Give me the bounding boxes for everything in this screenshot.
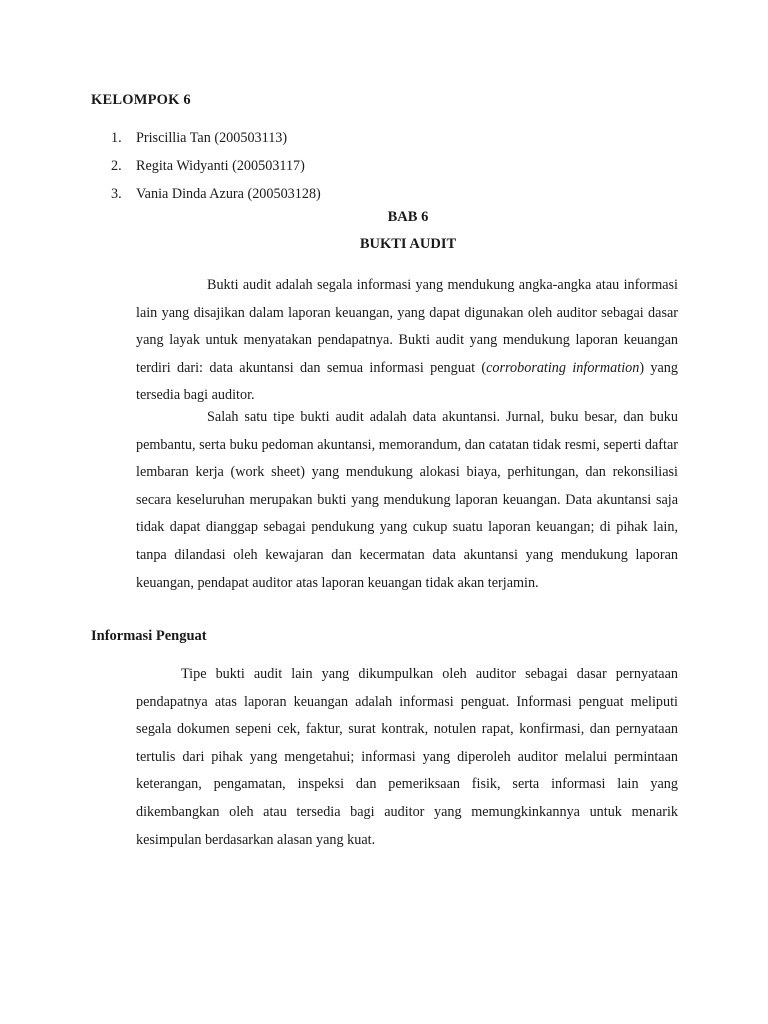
member-list [111,128,321,212]
list-number: 3. [111,186,122,202]
chapter-number: BAB 6 [387,209,429,225]
paragraph-text: Bukti audit adalah segala informasi yang mendukung angka-angka atau informasi lain yang disajikan dalam laporan keuangan, yang dapat digunakan oleh auditor sebagai dasar yang layak untuk menyatakan pendapatnya. Bukti audit yang mendukung laporan keuangan terdiri dari: data akuntansi dan semua informasi penguat ( [136,277,678,376]
member-name: Vania Dinda Azura (200503128) [136,186,321,202]
group-title: KELOMPOK 6 [91,92,191,108]
italic-term: corroborating information [486,359,640,376]
paragraph-informasi-penguat: Tipe bukti audit lain yang dikumpulkan oleh auditor sebagai dasar pernyataan pendapatnya atas laporan keuangan adalah informasi penguat. Informasi penguat meliputi segala dokumen sepeni cek, faktur, surat kontrak, notulen rapat, konfirmasi, dan pernyataan tertulis dari pihak yang mengetahui; informasi yang diperoleh auditor melalui permintaan keterangan, pengamatan, inspeksi dan pemeriksaan fisik, serta informasi lain yang dikembangkan oleh atau tersedia bagi auditor yang memungkinkannya untuk menarik kesimpulan berdasarkan alasan yang kuat. [136,666,678,848]
list-item [111,128,321,156]
list-item [111,156,321,184]
list-item [111,184,321,212]
paragraph-text: ) yang tersedia bagi auditor. [136,359,678,404]
member-name: Regita Widyanti (200503117) [136,158,305,174]
paragraph-data-akuntansi: Salah satu tipe bukti audit adalah data akuntansi. Jurnal, buku besar, dan buku pembantu, serta buku pedoman akuntansi, memorandum, dan catatan tidak resmi, seperti daftar lembaran kerja (work sheet) yang mendukung alokasi biaya, perhitungan, dan rekonsiliasi secara keseluruhan merupakan bukti yang mendukung laporan keuangan. Data akuntansi saja tidak dapat dianggap sebagai pendukung yang cukup suatu laporan keuangan; di pihak lain, tanpa dilandasi oleh kewajaran dan kecermatan data akuntansi yang mendukung laporan keuangan, pendapat auditor atas laporan keuangan tidak akan terjamin. [136,409,678,591]
paragraph-bukti-audit [136,272,678,410]
section-heading: Informasi Penguat [91,628,207,644]
list-number: 1. [111,130,122,146]
member-name: Priscillia Tan (200503113) [136,130,288,146]
chapter-title: BUKTI AUDIT [359,236,457,252]
list-number: 2. [111,158,122,174]
